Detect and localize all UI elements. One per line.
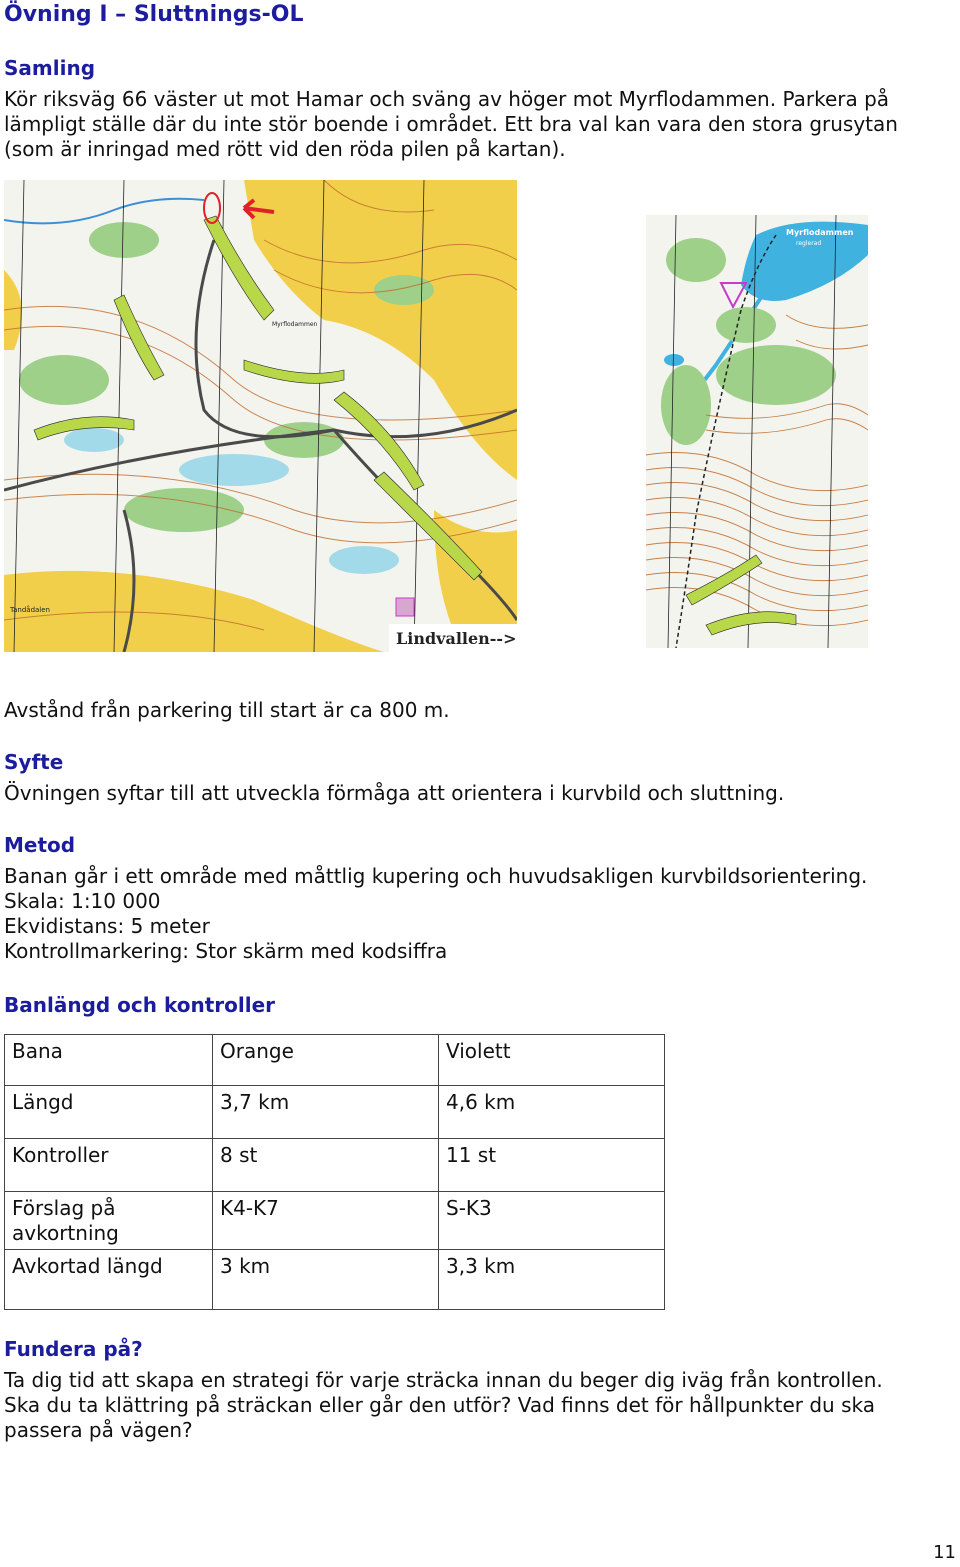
fundera-line: Ta dig tid att skapa en strategi för varje sträcka innan du beger dig iväg från kontrollen. bbox=[4, 1368, 883, 1392]
table-cell: Avkortad längd bbox=[5, 1250, 213, 1310]
samling-paragraph bbox=[4, 87, 954, 162]
table-cell: 8 st bbox=[213, 1139, 439, 1192]
section-heading-banlangd: Banlängd och kontroller bbox=[4, 993, 276, 1017]
table-cell: K4-K7 bbox=[213, 1192, 439, 1250]
metod-line: Kontrollmarkering: Stor skärm med kodsiffra bbox=[4, 939, 448, 963]
metod-paragraph bbox=[4, 864, 954, 964]
fundera-line: Ska du ta klättring på sträckan eller går den utför? Vad finns det för hållpunkter du ska bbox=[4, 1393, 875, 1417]
table-row bbox=[5, 1035, 665, 1086]
metod-line: Ekvidistans: 5 meter bbox=[4, 914, 210, 938]
table-cell: Kontroller bbox=[5, 1139, 213, 1192]
fundera-line: passera på vägen? bbox=[4, 1418, 193, 1442]
samling-line: Kör riksväg 66 väster ut mot Hamar och sväng av höger mot Myrflodammen. Parkera på bbox=[4, 87, 890, 111]
table-cell: 3 km bbox=[213, 1250, 439, 1310]
table-row bbox=[5, 1086, 665, 1139]
metod-line: Skala: 1:10 000 bbox=[4, 889, 161, 913]
table-row bbox=[5, 1250, 665, 1310]
fundera-paragraph bbox=[4, 1368, 954, 1443]
map-overview-graphic bbox=[4, 180, 517, 652]
map-overview-place-label: Myrflodammen bbox=[272, 321, 318, 328]
map-overview-place-label: Tandådalen bbox=[10, 606, 50, 614]
course-table bbox=[4, 1034, 665, 1310]
map-detail-lake-sublabel: reglerad bbox=[796, 240, 822, 247]
map-overview-lindvallen-label: Lindvallen--> bbox=[396, 629, 517, 648]
section-heading-metod: Metod bbox=[4, 833, 76, 857]
table-cell: 11 st bbox=[439, 1139, 665, 1192]
section-heading-fundera: Fundera på? bbox=[4, 1337, 143, 1361]
table-cell: Förslag på avkortning bbox=[5, 1192, 213, 1250]
table-row bbox=[5, 1139, 665, 1192]
section-heading-syfte: Syfte bbox=[4, 750, 64, 774]
map-overview bbox=[4, 180, 517, 652]
page-title: Övning I – Sluttnings-OL bbox=[4, 2, 304, 27]
table-cell: 3,3 km bbox=[439, 1250, 665, 1310]
table-header-cell: Violett bbox=[439, 1035, 665, 1086]
map-detail-graphic bbox=[646, 215, 868, 648]
table-cell: 4,6 km bbox=[439, 1086, 665, 1139]
metod-line: Banan går i ett område med måttlig kupering och huvudsakligen kurvbildsorientering. bbox=[4, 864, 868, 888]
distance-text: Avstånd från parkering till start är ca 800 m. bbox=[4, 698, 450, 722]
section-heading-samling: Samling bbox=[4, 56, 96, 80]
syfte-text: Övningen syftar till att utveckla förmåga att orientera i kurvbild och sluttning. bbox=[4, 781, 785, 805]
samling-line: (som är inringad med rött vid den röda pilen på kartan). bbox=[4, 137, 566, 161]
table-cell: 3,7 km bbox=[213, 1086, 439, 1139]
samling-line: lämpligt ställe där du inte stör boende i området. Ett bra val kan vara den stora grusytan bbox=[4, 112, 898, 136]
table-header-cell: Orange bbox=[213, 1035, 439, 1086]
page-number: 11 bbox=[933, 1542, 956, 1563]
table-row bbox=[5, 1192, 665, 1250]
table-header-cell: Bana bbox=[5, 1035, 213, 1086]
table-cell: S-K3 bbox=[439, 1192, 665, 1250]
map-detail bbox=[646, 215, 868, 648]
map-detail-lake-label: Myrflodammen bbox=[786, 228, 854, 237]
table-cell: Längd bbox=[5, 1086, 213, 1139]
